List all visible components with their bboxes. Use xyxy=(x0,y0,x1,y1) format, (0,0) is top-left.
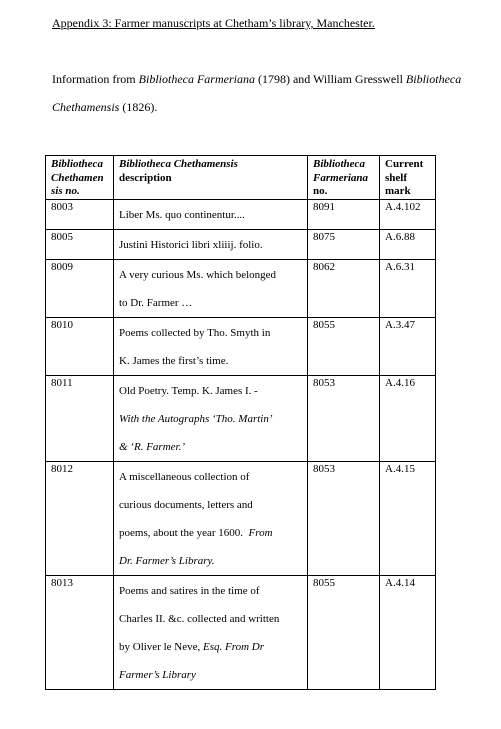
cell-chethamensis-no: 8011 xyxy=(46,375,114,461)
cell-shelf-mark: A.4.102 xyxy=(380,199,436,229)
table-row xyxy=(46,229,436,259)
header-shelf-mark: Current shelf mark xyxy=(380,156,436,200)
description-line: A very curious Ms. which belonged xyxy=(119,268,277,281)
cell-farmeriana-no: 8055 xyxy=(308,575,380,689)
cell-chethamensis-no: 8009 xyxy=(46,259,114,317)
cell-description xyxy=(114,229,308,259)
source-title-chethamensis-a: Bibliotheca xyxy=(405,72,462,86)
description-line-italic: With the Autographs ‘Tho. Martin’ xyxy=(119,412,273,425)
source-info xyxy=(52,65,482,121)
source-info-suffix: (1826). xyxy=(119,100,158,114)
cell-shelf-mark: A.6.31 xyxy=(380,259,436,317)
manuscripts-table xyxy=(45,155,436,690)
header-chethamensis-description: Bibliotheca Chethamensis description xyxy=(114,156,308,200)
table-row xyxy=(46,575,436,689)
source-title-chethamensis-b: Chethamensis xyxy=(52,100,120,114)
description-line: Justini Historici libri xliiij. folio. xyxy=(119,238,263,251)
source-info-prefix: Information from xyxy=(52,72,139,86)
cell-farmeriana-no: 8091 xyxy=(308,199,380,229)
cell-shelf-mark: A.4.16 xyxy=(380,375,436,461)
cell-chethamensis-no: 8005 xyxy=(46,229,114,259)
cell-chethamensis-no: 8013 xyxy=(46,575,114,689)
cell-description xyxy=(114,575,308,689)
cell-farmeriana-no: 8053 xyxy=(308,461,380,575)
cell-description xyxy=(114,199,308,229)
cell-shelf-mark: A.3.47 xyxy=(380,317,436,375)
cell-shelf-mark: A.4.14 xyxy=(380,575,436,689)
description-line: A miscellaneous collection of xyxy=(119,470,250,483)
description-line: Liber Ms. quo continentur.... xyxy=(119,208,245,221)
description-line: poems, about the year 1600. From xyxy=(119,526,273,539)
description-line: K. James the first’s time. xyxy=(119,354,229,367)
description-line: Charles II. &c. collected and written xyxy=(119,612,280,625)
description-line: by Oliver le Neve, Esq. From Dr xyxy=(119,640,265,653)
cell-shelf-mark: A.4.15 xyxy=(380,461,436,575)
cell-description xyxy=(114,461,308,575)
cell-description xyxy=(114,375,308,461)
source-info-middle: (1798) and William Gresswell xyxy=(254,72,406,86)
cell-description xyxy=(114,317,308,375)
source-title-farmeriana: Bibliotheca Farmeriana xyxy=(138,72,255,86)
table-header-row xyxy=(46,156,436,200)
table-row xyxy=(46,461,436,575)
description-line-italic: & ‘R. Farmer.’ xyxy=(119,440,185,453)
description-line: curious documents, letters and xyxy=(119,498,253,511)
table-row xyxy=(46,199,436,229)
table-row xyxy=(46,259,436,317)
table-row xyxy=(46,317,436,375)
header-farmeriana-no: Bibliotheca Farmeriana no. xyxy=(308,156,380,200)
cell-farmeriana-no: 8062 xyxy=(308,259,380,317)
cell-chethamensis-no: 8012 xyxy=(46,461,114,575)
description-line: Poems and satires in the time of xyxy=(119,584,260,597)
table-row xyxy=(46,375,436,461)
cell-farmeriana-no: 8055 xyxy=(308,317,380,375)
header-chethamensis-no: Bibliotheca Chethamen sis no. xyxy=(46,156,114,200)
description-line-italic: Farmer’s Library xyxy=(119,668,196,681)
cell-chethamensis-no: 8003 xyxy=(46,199,114,229)
description-line-italic: Dr. Farmer’s Library. xyxy=(119,554,215,567)
description-line: to Dr. Farmer … xyxy=(119,296,193,309)
description-line: Poems collected by Tho. Smyth in xyxy=(119,326,271,339)
cell-farmeriana-no: 8053 xyxy=(308,375,380,461)
cell-description xyxy=(114,259,308,317)
cell-chethamensis-no: 8010 xyxy=(46,317,114,375)
cell-shelf-mark: A.6.88 xyxy=(380,229,436,259)
page-heading: Appendix 3: Farmer manuscripts at Chetham’s library, Manchester. xyxy=(52,16,375,30)
cell-farmeriana-no: 8075 xyxy=(308,229,380,259)
description-line: Old Poetry. Temp. K. James I. - xyxy=(119,384,258,397)
